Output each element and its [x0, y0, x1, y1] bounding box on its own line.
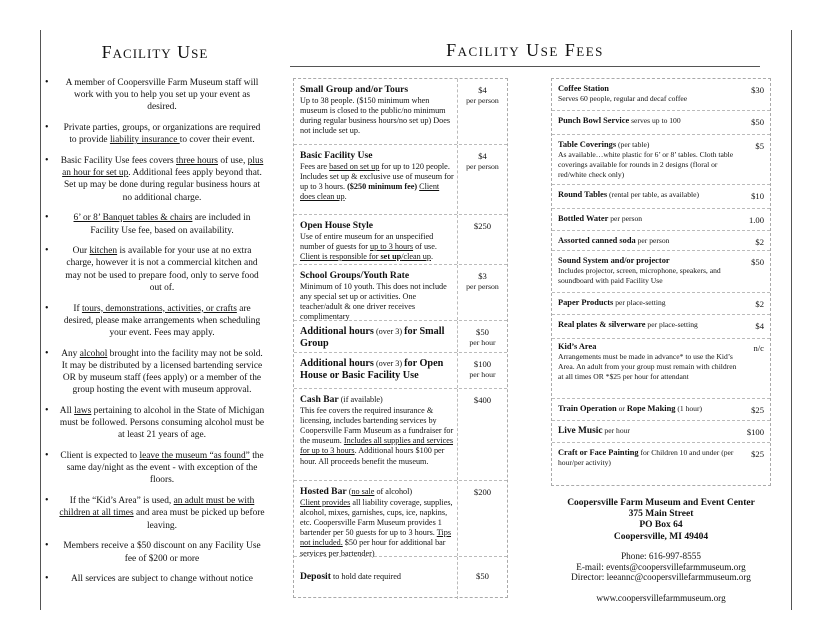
service-row — [552, 231, 770, 251]
list-item — [45, 540, 265, 564]
text-run: Fees are — [300, 161, 330, 171]
list-item — [45, 348, 265, 397]
service-name: Round Tables (rental per table, as available) — [558, 190, 700, 199]
service-description — [558, 298, 738, 308]
service-description — [558, 320, 738, 330]
contact-block — [551, 498, 771, 604]
list-item — [45, 245, 265, 294]
service-row — [552, 315, 770, 339]
fee-row — [294, 79, 507, 145]
fee-price: $200 — [457, 481, 507, 556]
fee-details — [300, 162, 455, 203]
service-row — [552, 135, 770, 185]
fee-description — [300, 270, 455, 322]
text-run: pertaining to alcohol in the State of Michigan must be followed. Persons consuming alcohol must be at least 21 years of age. — [59, 405, 265, 441]
text-run: Private parties, groups, or organizations are required to provide — [63, 123, 261, 146]
fee-details — [300, 232, 455, 263]
service-row — [552, 421, 770, 443]
text-run: All services are subject to change without notice — [71, 574, 253, 585]
list-item — [45, 212, 265, 236]
text-run: of use. — [413, 241, 437, 251]
text-run: Includes all supplies and services for up to 3 hours — [300, 436, 454, 456]
service-row — [552, 293, 770, 315]
list-item — [45, 495, 265, 532]
fee-price: $50 per hour — [457, 321, 507, 352]
text-run: Up to 38 people. ($150 minimum when museum is closed to the public/no minimum during regular business hours/no set up) Does not include set up. — [300, 95, 451, 136]
fee-name: Cash Bar (if available) — [300, 394, 383, 405]
phone: Phone: 616-997-8555 — [621, 550, 701, 561]
org-name: Coopersville Farm Museum and Event Center — [567, 498, 755, 508]
service-row — [552, 185, 770, 209]
service-name: Coffee Station — [558, 84, 609, 93]
fees-title: Facility Use Fees — [446, 40, 604, 60]
text-run: 6’ or 8’ Banquet tables & chairs — [73, 213, 193, 224]
fee-price: $4 per person — [457, 79, 507, 144]
fee-row — [294, 265, 507, 321]
fee-row — [294, 321, 507, 353]
service-price: $100 — [746, 427, 764, 437]
bullet-icon: • — [45, 212, 49, 224]
service-description — [558, 426, 738, 436]
facility-use-column — [45, 32, 265, 594]
fee-price: $250 — [457, 215, 507, 264]
fee-price: $4 per person — [457, 145, 507, 214]
service-details: Serves 60 people, regular and decaf coffee — [558, 94, 688, 104]
service-price: $50 — [751, 117, 764, 127]
website-link[interactable]: www.coopersvillefarmmuseum.org — [596, 593, 726, 604]
service-description — [558, 214, 738, 224]
street-address: 375 Main Street — [628, 509, 694, 520]
service-name: Sound System and/or projector — [558, 256, 670, 265]
service-row — [552, 251, 770, 293]
text-run: clean up — [403, 252, 431, 261]
service-description — [558, 342, 738, 381]
service-row — [552, 399, 770, 421]
fee-row — [294, 389, 507, 481]
text-run: Any — [61, 348, 80, 359]
fee-row — [294, 353, 507, 389]
email: E-mail: events@coopersvillefarmmuseum.org — [576, 561, 746, 572]
title-divider — [290, 66, 760, 67]
text-run: Client does clean up — [300, 182, 440, 202]
text-run: an adult must be with children at all times — [59, 496, 255, 519]
fee-name: Hosted Bar (no sale of alcohol) — [300, 486, 413, 497]
bullet-icon: • — [45, 450, 49, 462]
text-run: of use, — [217, 156, 248, 167]
list-item — [45, 122, 265, 146]
list-item — [45, 573, 265, 585]
service-details: As available…white plastic for 6’ or 8’ tables. Cloth table coverings available for rounds in 2 designs (floral or red/white check only) — [558, 150, 734, 179]
fee-row — [294, 481, 507, 557]
fee-description — [300, 394, 455, 467]
list-item — [45, 303, 265, 340]
bullet-icon: • — [45, 573, 49, 585]
list-item — [45, 77, 265, 114]
text-run: Client provides — [300, 497, 351, 507]
text-run: all liability coverage, supplies, alcohol, mixes, garnishes, cups, ice, napkins, etc. Coopersville Farm Museum provides 1 bartender per 50 guests for up to 3 hours. — [300, 497, 453, 538]
service-row — [552, 111, 770, 135]
bullet-icon: • — [45, 155, 49, 167]
service-price: n/c — [753, 343, 764, 353]
text-run: $50 per hour for additional bar services per bartender) — [300, 538, 446, 558]
text-run: the same day/night as the event - with exception of the floors. — [66, 451, 264, 486]
bullet-icon: • — [45, 245, 49, 257]
text-run: Client is responsible for — [300, 252, 381, 261]
text-run: Basic Facility Use fees covers — [60, 156, 177, 167]
service-price: 1.00 — [748, 215, 764, 225]
text-run: brought into the facility may not be sold. It may be distributed by a licensed bartending service OR by museum staff (fees apply) or a member of the group hosting the event with museum approval. — [61, 348, 263, 396]
service-name: Train Operation or Rope Making (1 hour) — [558, 404, 703, 413]
fee-details — [300, 498, 455, 559]
service-price: $2 — [755, 237, 764, 247]
text-run: alcohol — [79, 348, 108, 359]
fee-row — [294, 215, 507, 265]
service-row — [552, 337, 770, 399]
service-description — [558, 140, 738, 179]
text-run: are desired, please make arrangements when scheduling your event. Fees may apply. — [63, 303, 261, 338]
text-run: for up to 120 people. Includes set up & exclusive use of museum for up to 3 hours. — [300, 161, 454, 191]
service-price: $25 — [751, 449, 764, 459]
city-state-zip: Coopersville, MI 49404 — [613, 531, 709, 542]
fees-table-right — [551, 78, 771, 486]
text-run: Our — [72, 246, 90, 257]
text-run: . — [431, 252, 434, 261]
service-details: Arrangements must be made in advance* to use the Kid’s Area. An adult from your group must remain with children at all times OR *$25 per hour for attendant — [558, 352, 737, 381]
fee-name: School Groups/Youth Rate — [300, 270, 410, 281]
fee-name: Deposit to hold date required — [300, 571, 401, 582]
fee-details — [300, 282, 455, 323]
text-run: If — [73, 303, 82, 314]
text-run: ($250 minimum fee) — [347, 182, 418, 191]
text-run: . — [344, 192, 347, 202]
list-item — [45, 155, 265, 204]
bullet-icon: • — [45, 540, 49, 552]
fee-name: Small Group and/or Tours — [300, 84, 409, 95]
service-row — [552, 79, 770, 111]
service-name: Live Music per hour — [558, 426, 630, 436]
bullet-icon: • — [45, 495, 49, 507]
service-name: Paper Products per place-setting — [558, 298, 666, 307]
fee-price: $100 per hour — [457, 353, 507, 388]
fee-row — [294, 145, 507, 215]
text-run: and area must be picked up before leaving. — [133, 508, 265, 531]
service-description — [558, 448, 738, 469]
fee-name: Basic Facility Use — [300, 150, 373, 161]
service-name: Kid’s Area — [558, 342, 597, 351]
service-description — [558, 256, 738, 286]
text-run: kitchen — [89, 246, 118, 257]
service-price: $4 — [755, 321, 764, 331]
fee-description — [300, 84, 455, 136]
text-run: up to 3 hours — [370, 241, 414, 251]
text-run: three hours — [176, 156, 218, 167]
fee-price: $3 per person — [457, 265, 507, 320]
text-run: tours, demonstrations, activities, or crafts — [81, 303, 237, 314]
service-description — [558, 190, 738, 200]
service-name: Craft or Face Painting for Children 10 and under (per hour/per activity) — [558, 448, 734, 468]
fee-details — [300, 96, 455, 137]
service-details: Includes projector, screen, microphone, speakers, and soundboard with paid Facility Use — [558, 266, 721, 285]
text-run: is available for your use at no extra charge, however it is not a commercial kitchen and may not be used to prepare food, only to serve food out of. — [65, 246, 259, 293]
list-item — [45, 450, 265, 487]
service-description — [558, 236, 738, 246]
fee-description — [300, 220, 455, 262]
service-name: Bottled Water per person — [558, 214, 643, 223]
po-box: PO Box 64 — [639, 520, 683, 531]
text-run: If the “Kid’s Area” is used, — [69, 496, 174, 507]
service-description — [558, 404, 738, 414]
fee-price: $400 — [457, 389, 507, 480]
fee-name: Additional hours (over 3) for Open House or Basic Facility Use — [300, 358, 444, 381]
list-item — [45, 405, 265, 442]
text-run: Members receive a $50 discount on any Facility Use fee of $200 or more — [63, 541, 261, 564]
text-run: based on set up — [329, 161, 380, 171]
service-description — [558, 116, 738, 126]
service-name: Real plates & silverware per place-setting — [558, 320, 698, 329]
service-price: $50 — [751, 257, 764, 267]
text-run: leave the museum “as found” — [139, 451, 250, 462]
service-price: $30 — [751, 85, 764, 95]
facility-use-list — [45, 77, 265, 585]
text-run: Use of entire museum for an unspecified number of guests for — [300, 231, 434, 251]
text-run: laws — [74, 405, 92, 416]
fees-table-left — [293, 78, 508, 598]
bullet-icon: • — [45, 302, 49, 314]
director-email: Director: leeannc@coopersvillefarmmuseum.org — [571, 572, 751, 583]
text-run: . Additional hours $100 per hour. All proceeds benefit the museum. — [300, 446, 445, 466]
fee-name: Open House Style — [300, 220, 374, 231]
service-name: Punch Bowl Service serves up to 100 — [558, 116, 681, 125]
text-run: are included in Facility Use fee, based on availability. — [90, 213, 251, 236]
fee-description — [300, 326, 455, 349]
service-price: $25 — [751, 405, 764, 415]
text-run: plus an hour for set up — [62, 156, 264, 179]
text-run: to cover their event. — [179, 135, 255, 146]
service-price: $10 — [751, 191, 764, 201]
text-run: Tips not included. — [300, 528, 452, 548]
bullet-icon: • — [45, 347, 49, 359]
text-run: A member of Coopersville Farm Museum staff will work with you to help you set up your event as desired. — [65, 78, 259, 113]
fee-row — [294, 557, 507, 599]
text-run: . Additional fees apply beyond that. Set up may be done during regular business hours at no additional charge. — [63, 168, 262, 203]
fee-details — [300, 406, 455, 467]
service-row — [552, 209, 770, 231]
bullet-icon: • — [45, 404, 49, 416]
bullet-icon: • — [45, 122, 49, 134]
fee-name: Additional hours (over 3) for Small Group — [300, 326, 445, 349]
text-run: Client is expected to — [60, 451, 140, 462]
fee-price: $50 — [457, 557, 507, 599]
text-run: set up — [380, 252, 402, 261]
text-run: All — [59, 405, 75, 416]
service-name: Assorted canned soda per person — [558, 236, 670, 245]
service-description — [558, 84, 738, 104]
fee-description — [300, 571, 455, 583]
service-price: $5 — [755, 141, 764, 151]
text-run: This fee covers the required insurance & licensing, includes bartending services by Coopersville Farm Museum as a fundraiser for the museum. — [300, 405, 454, 446]
service-row — [552, 443, 770, 487]
service-name: Table Coverings (per table) — [558, 140, 650, 149]
text-run: liability insurance — [109, 135, 180, 146]
fee-description — [300, 486, 455, 559]
text-run: Minimum of 10 youth. This does not include any special set up or activities. One teacher/adult & one driver receives complimentary — [300, 281, 447, 322]
fee-description — [300, 358, 455, 381]
fee-description — [300, 150, 455, 202]
facility-use-title: Facility Use — [101, 42, 209, 62]
service-price: $2 — [755, 299, 764, 309]
text-run: / — [401, 252, 404, 261]
bullet-icon: • — [45, 77, 49, 88]
